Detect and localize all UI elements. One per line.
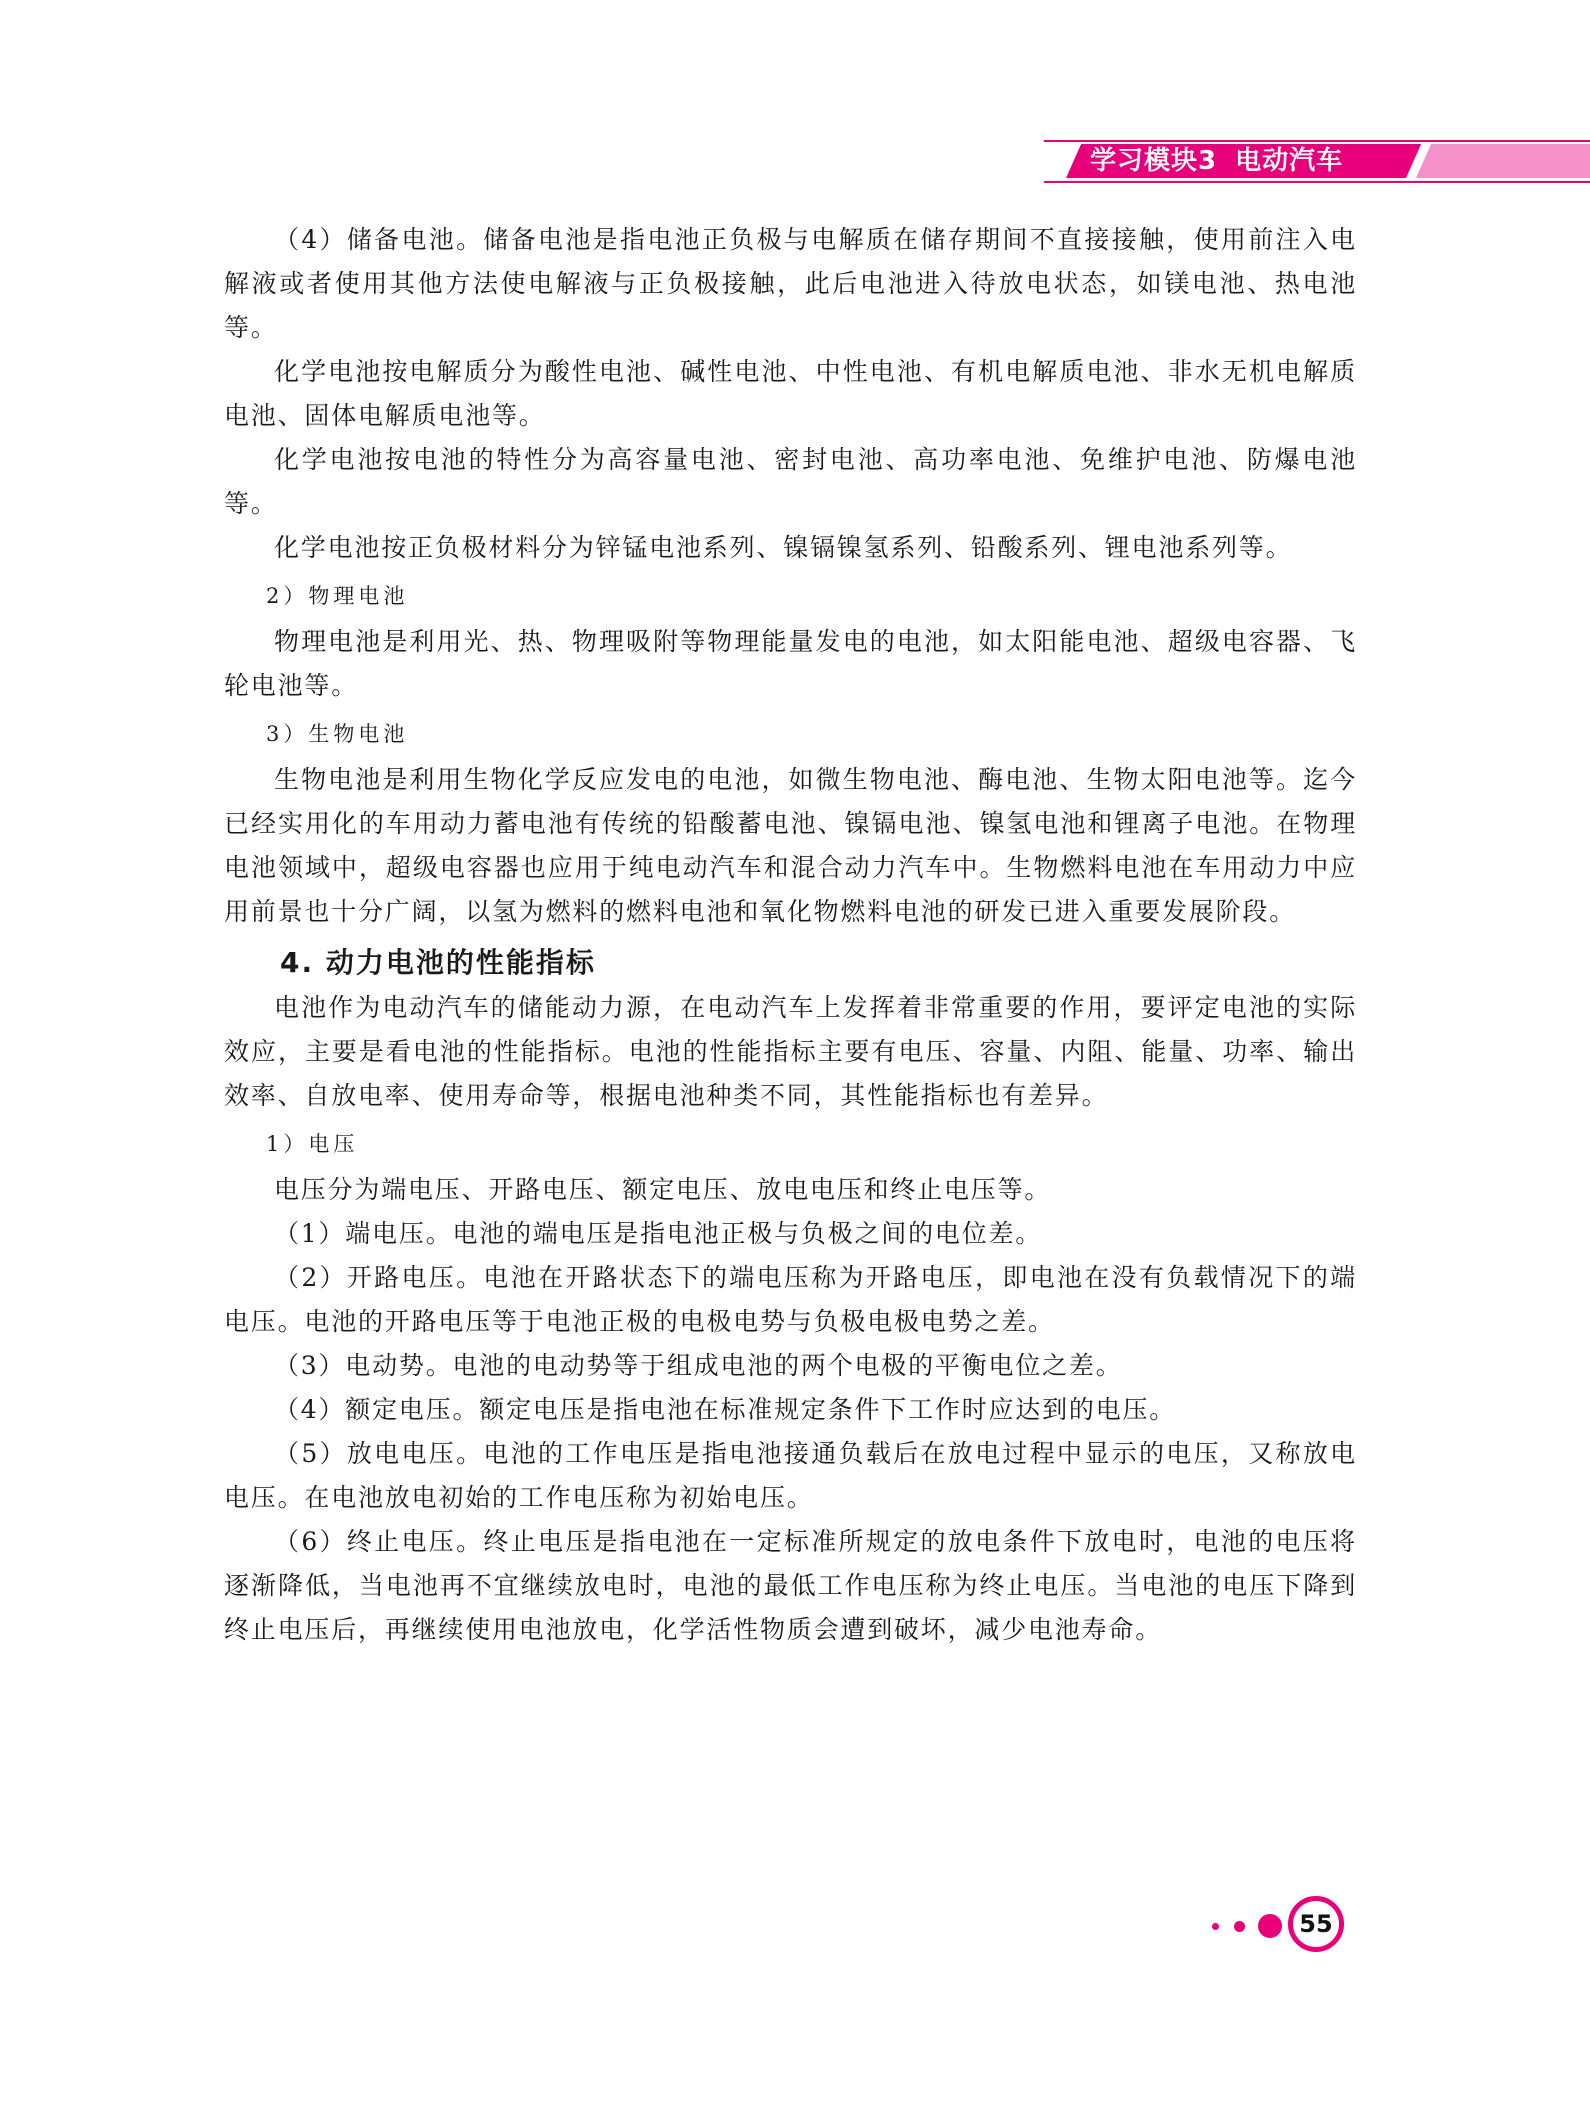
paragraph-rated-voltage: （4）额定电压。额定电压是指电池在标准规定条件下工作时应达到的电压。 (274, 1395, 1177, 1424)
page-body (224, 218, 1357, 1652)
paragraph-voltage-types: 电压分为端电压、开路电压、额定电压、放电电压和终止电压等。 (274, 1175, 1052, 1204)
subheading-biological-battery: 3）生物电池 (266, 722, 409, 746)
paragraph-biological-battery: 生物电池是利用生物化学反应发电的电池，如微生物电池、酶电池、生物太阳电池等。迄今已经实用化的车用动力蓄电池有传统的铅酸蓄电池、镍镉电池、镍氢电池和锂离子电池。在物理电池领域中，超级电容器也应用于纯电动汽车和混合动力汽车中。生物燃料电池在车用动力中应用前景也十分广阔，以氢为燃料的燃料电池和氧化物燃料电池的研发已进入重要发展阶段。 (224, 765, 1357, 926)
dot-icon (1234, 1921, 1245, 1932)
dot-icon (1258, 1914, 1282, 1938)
paragraph-electrolyte-classification: 化学电池按电解质分为酸性电池、碱性电池、中性电池、有机电解质电池、非水无机电解质电池、固体电解质电池等。 (224, 357, 1357, 430)
paragraph-emf: （3）电动势。电池的电动势等于组成电池的两个电极的平衡电位之差。 (274, 1351, 1123, 1380)
paragraph-open-circuit-voltage: （2）开路电压。电池在开路状态下的端电压称为开路电压，即电池在没有负载情况下的端电压。电池的开路电压等于电池正极的电极电势与负极电极电势之差。 (224, 1263, 1357, 1336)
paragraph-discharge-voltage: （5）放电电压。电池的工作电压是指电池接通负载后在放电过程中显示的电压，又称放电电压。在电池放电初始的工作电压称为初始电压。 (224, 1439, 1357, 1512)
header-rule-top (1044, 140, 1590, 142)
paragraph-terminal-voltage: （1）端电压。电池的端电压是指电池正极与负极之间的电位差。 (274, 1219, 1043, 1248)
subheading-physical-battery: 2）物理电池 (266, 584, 409, 608)
paragraph-reserve-battery: （4）储备电池。储备电池是指电池正负极与电解质在储存期间不直接接触，使用前注入电解液或者使用其他方法使电解液与正负极接触，此后电池进入待放电状态，如镁电池、热电池等。 (224, 225, 1357, 342)
dot-icon (1212, 1923, 1219, 1930)
paragraph-material-classification: 化学电池按正负极材料分为锌锰电池系列、镍镉镍氢系列、铅酸系列、锂电池系列等。 (274, 533, 1293, 562)
header-tab-extension (1416, 144, 1590, 178)
section-heading-performance: 4. 动力电池的性能指标 (280, 946, 596, 979)
page-number: 55 (1288, 1896, 1344, 1952)
header-module: 学习模块3 (1090, 146, 1218, 176)
subheading-voltage: 1）电压 (266, 1132, 359, 1156)
header-title: 电动汽车 (1235, 146, 1344, 176)
running-header (1090, 144, 1390, 178)
paragraph-performance-intro: 电池作为电动汽车的储能动力源，在电动汽车上发挥着非常重要的作用，要评定电池的实际效应，主要是看电池的性能指标。电池的性能指标主要有电压、容量、内阻、能量、功率、输出效率、自放电率、使用寿命等，根据电池种类不同，其性能指标也有差异。 (224, 993, 1357, 1110)
paragraph-physical-battery: 物理电池是利用光、热、物理吸附等物理能量发电的电池，如太阳能电池、超级电容器、飞轮电池等。 (224, 627, 1357, 700)
paragraph-cutoff-voltage: （6）终止电压。终止电压是指电池在一定标准所规定的放电条件下放电时，电池的电压将逐渐降低，当电池再不宜继续放电时，电池的最低工作电压称为终止电压。当电池的电压下降到终止电压后，再继续使用电池放电，化学活性物质会遭到破坏，减少电池寿命。 (224, 1527, 1357, 1644)
page-number-badge (1200, 1894, 1360, 1958)
header-rule-bottom (1044, 181, 1590, 183)
paragraph-characteristic-classification: 化学电池按电池的特性分为高容量电池、密封电池、高功率电池、免维护电池、防爆电池等。 (224, 445, 1357, 518)
